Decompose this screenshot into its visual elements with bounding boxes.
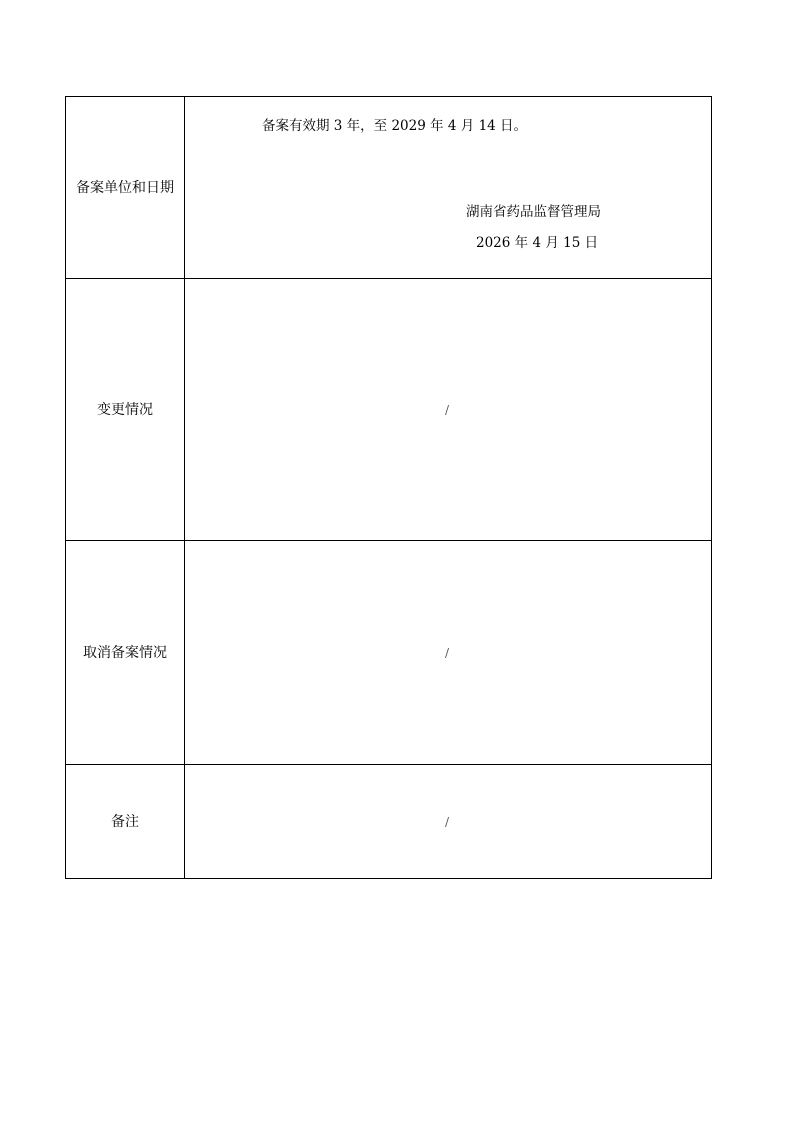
row-label: 取消备案情况 — [83, 644, 167, 661]
record-table — [65, 96, 712, 879]
row-label: 备注 — [111, 813, 139, 830]
table-row-cancellation — [66, 541, 712, 765]
content-cell — [185, 97, 712, 279]
row-label: 备案单位和日期 — [76, 179, 174, 196]
row-label: 变更情况 — [97, 401, 153, 418]
validity-text: 备案有效期 3 年，至 2029 年 4 月 14 日。 — [262, 118, 528, 134]
issue-date: 2026 年 4 月 15 日 — [476, 235, 599, 251]
content-cell — [185, 541, 712, 765]
content-area — [185, 97, 711, 278]
label-cell — [66, 279, 185, 541]
cell-value: / — [444, 645, 450, 660]
label-cell — [66, 97, 185, 279]
content-cell — [185, 765, 712, 879]
cell-value: / — [444, 814, 450, 829]
issuer-name: 湖南省药品监督管理局 — [466, 204, 601, 220]
table-row-record-unit-date — [66, 97, 712, 279]
table-row-remarks — [66, 765, 712, 879]
content-cell — [185, 279, 712, 541]
cell-value: / — [444, 402, 450, 417]
table-row-changes — [66, 279, 712, 541]
label-cell — [66, 541, 185, 765]
label-cell — [66, 765, 185, 879]
